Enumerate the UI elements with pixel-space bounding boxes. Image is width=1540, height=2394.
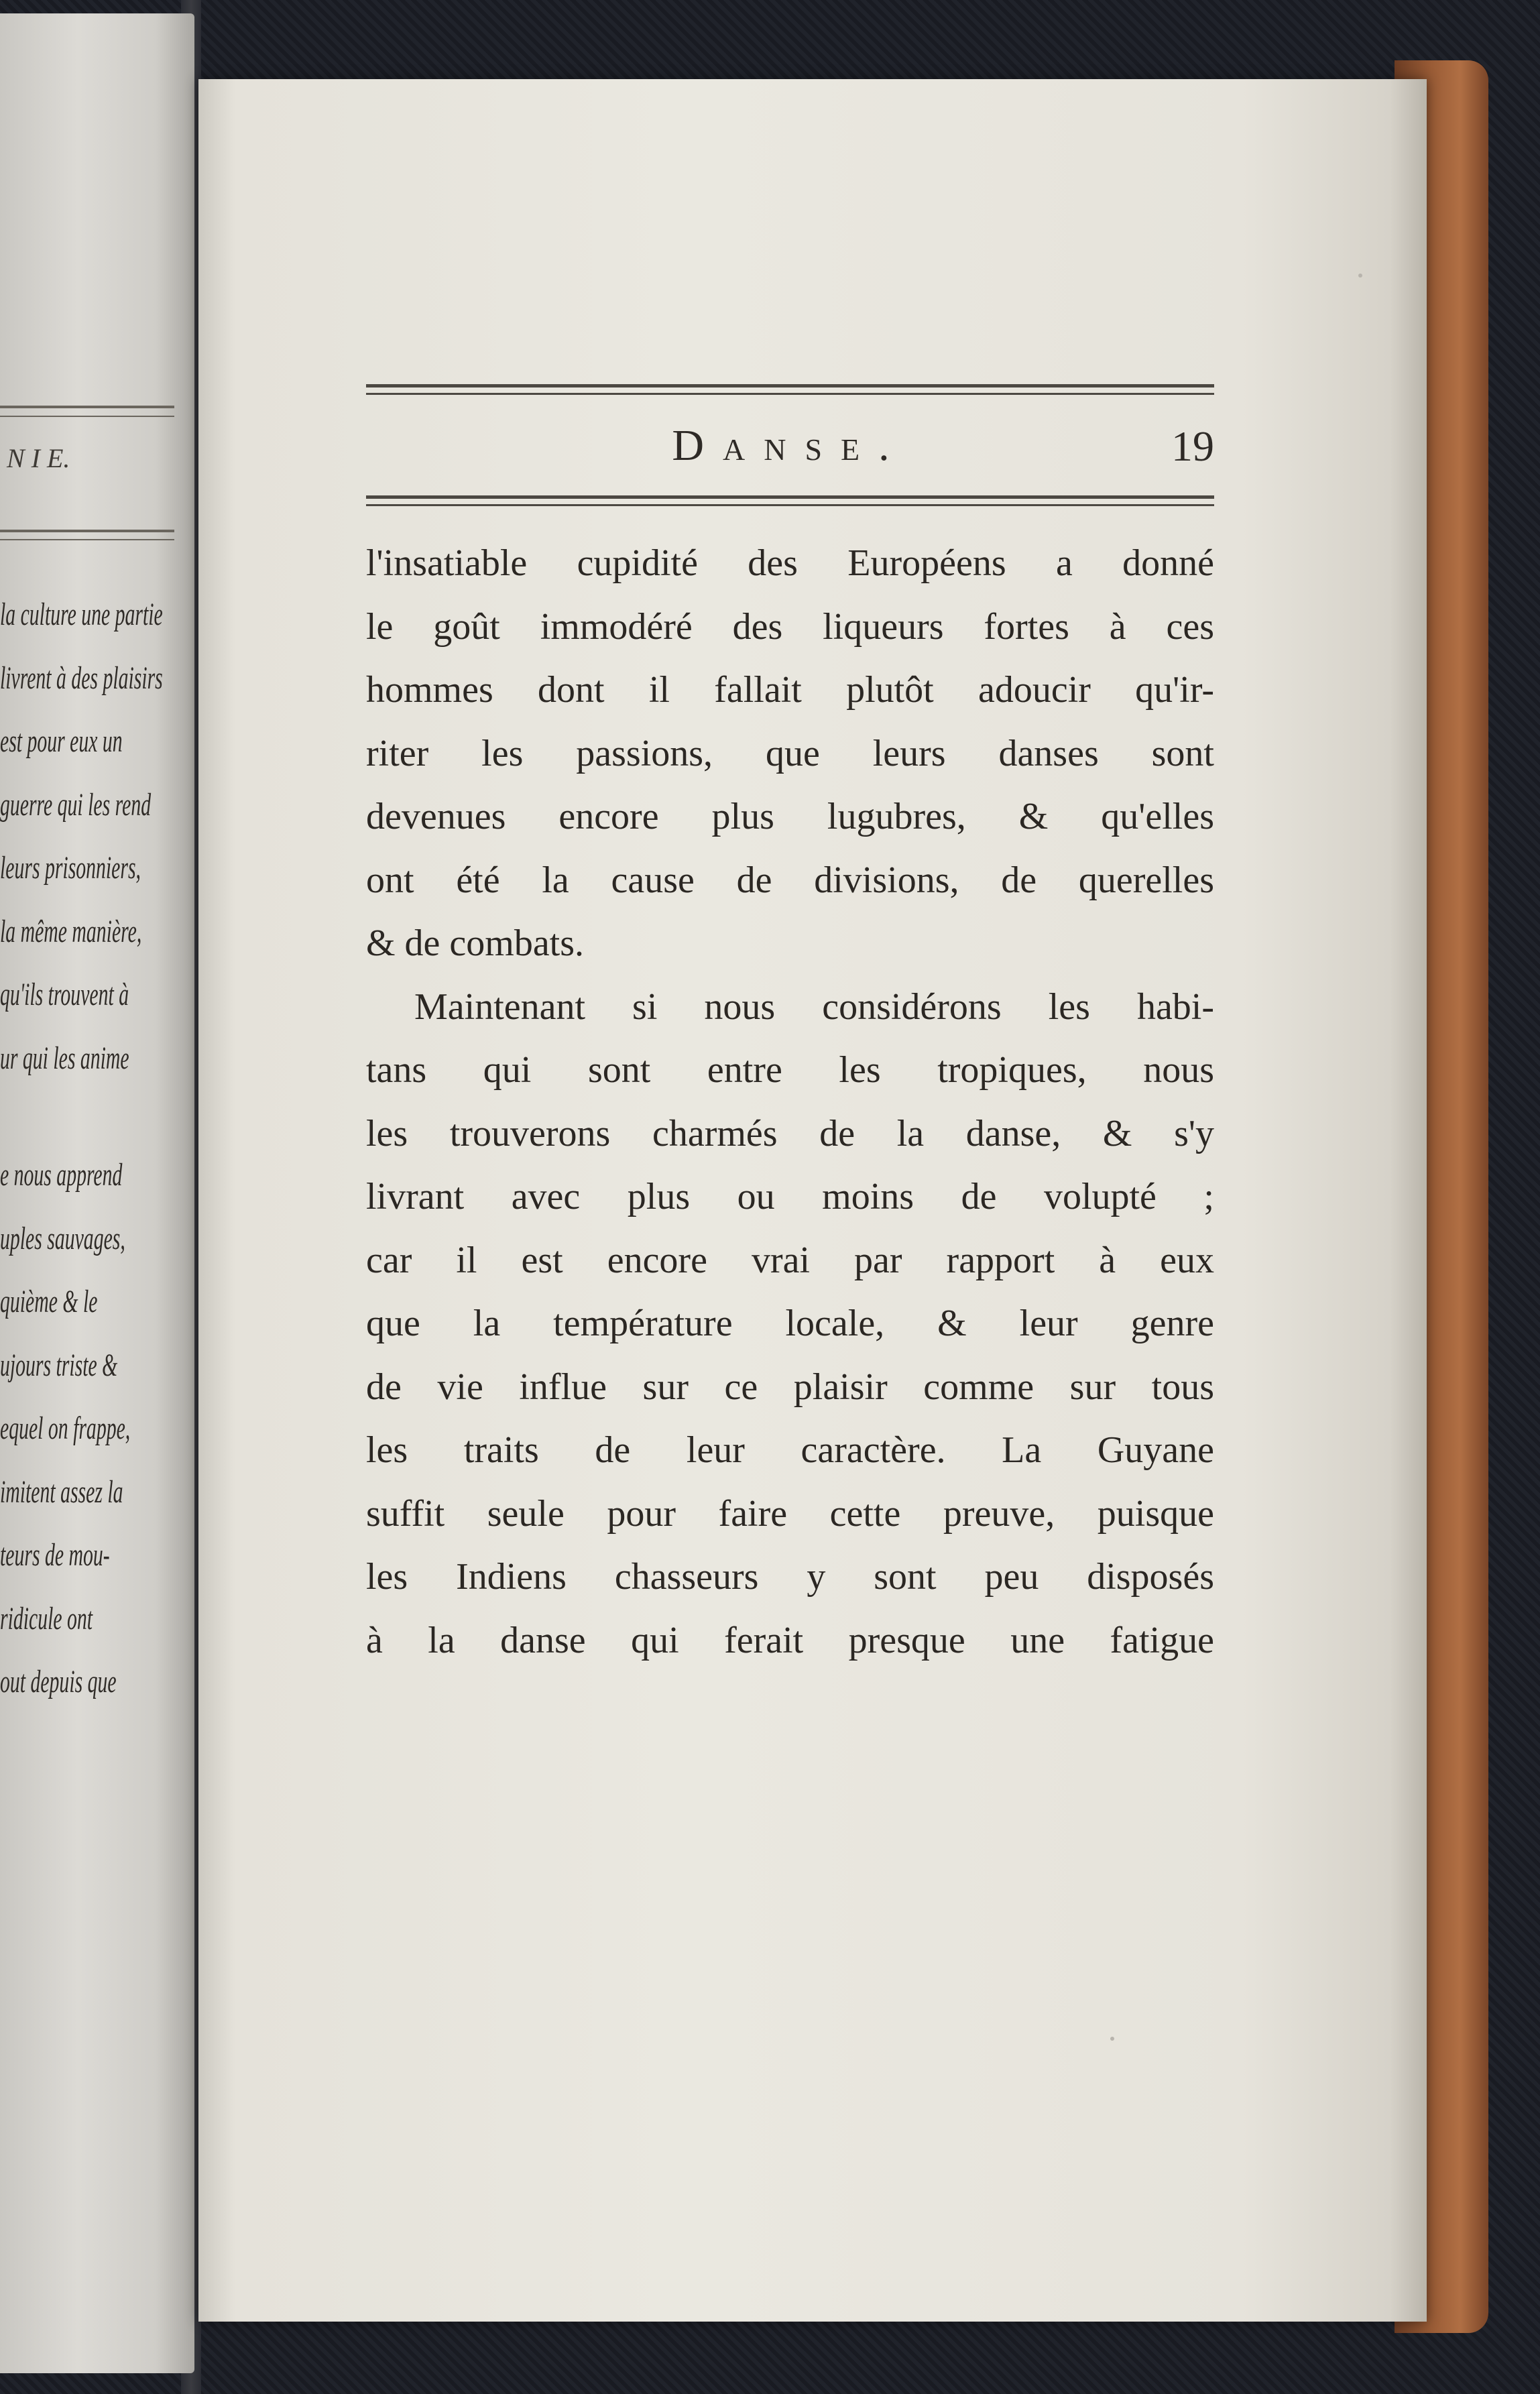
left-line: e nous apprend <box>0 1157 123 1193</box>
text-line: car il est encore vrai par rapport à eux <box>366 1239 1214 1281</box>
text-line: devenues encore plus lugubres, & qu'elles <box>366 796 1214 837</box>
left-line: livrent à des plaisirs <box>0 660 163 696</box>
text-line: ont été la cause de divisions, de querelles <box>366 859 1214 901</box>
left-line: ridicule ont <box>0 1600 93 1636</box>
left-line: out depuis que <box>0 1664 117 1699</box>
left-line: equel on frappe, <box>0 1411 131 1446</box>
left-line: guerre qui les rend <box>0 786 152 823</box>
right-page <box>198 79 1427 2322</box>
text-line: les traits de leur caractère. La Guyane <box>366 1429 1214 1471</box>
left-line: leurs prisonniers, <box>0 850 141 886</box>
left-line: quième & le <box>0 1284 98 1319</box>
running-title: Danse. <box>672 421 908 470</box>
left-line: ur qui les anime <box>0 1040 129 1076</box>
paper-speck <box>1358 274 1362 278</box>
left-line: ujours triste & <box>0 1347 118 1383</box>
left-rule-top <box>0 406 174 408</box>
left-line: teurs de mou- <box>0 1537 110 1573</box>
text-line: l'insatiable cupidité des Européens a donné <box>366 542 1214 584</box>
left-rule-top-thin <box>0 416 174 417</box>
left-line: uples sauvages, <box>0 1220 125 1256</box>
text-line: Maintenant si nous considérons les habi- <box>414 985 1214 1028</box>
text-line: que la température locale, & leur genre <box>366 1303 1214 1344</box>
text-line: livrant avec plus ou moins de volupté ; <box>366 1176 1214 1217</box>
left-header-fragment: N I E. <box>7 443 70 473</box>
text-line: riter les passions, que leurs danses sont <box>366 732 1214 774</box>
text-line: les Indiens chasseurs y sont peu disposés <box>366 1556 1214 1598</box>
paper-speck <box>1110 2037 1114 2041</box>
page-number: 19 <box>1171 422 1214 470</box>
header-rule-bottom <box>366 495 1214 506</box>
header-rule-top <box>366 384 1214 395</box>
left-line: est pour eux un <box>0 723 123 759</box>
left-text-lines <box>0 583 194 1714</box>
left-rule-bottom-thin <box>0 539 174 540</box>
left-line: la même manière, <box>0 913 142 949</box>
body-text <box>366 506 1214 1672</box>
text-block <box>366 384 1214 1672</box>
text-line: suffit seule pour faire cette preuve, puisque <box>366 1492 1214 1535</box>
text-line: de vie influe sur ce plaisir comme sur tous <box>366 1366 1214 1408</box>
left-line: imitent assez la <box>0 1474 123 1510</box>
text-line: les trouverons charmés de la danse, & s'y <box>366 1112 1214 1154</box>
text-line: le goût immodéré des liqueurs fortes à ces <box>366 605 1214 648</box>
left-line: la culture une partie <box>0 597 163 632</box>
left-line: qu'ils trouvent à <box>0 977 129 1012</box>
left-rule-bottom <box>0 530 174 532</box>
text-line: & de combats. <box>366 922 585 964</box>
running-head <box>366 395 1214 495</box>
text-line: à la danse qui ferait presque une fatigue <box>366 1619 1214 1661</box>
left-page <box>0 13 194 2373</box>
text-line: tans qui sont entre les tropiques, nous <box>366 1049 1214 1091</box>
left-line-gap <box>0 1090 121 1144</box>
text-line: hommes dont il fallait plutôt adoucir qu'ir- <box>366 669 1214 711</box>
